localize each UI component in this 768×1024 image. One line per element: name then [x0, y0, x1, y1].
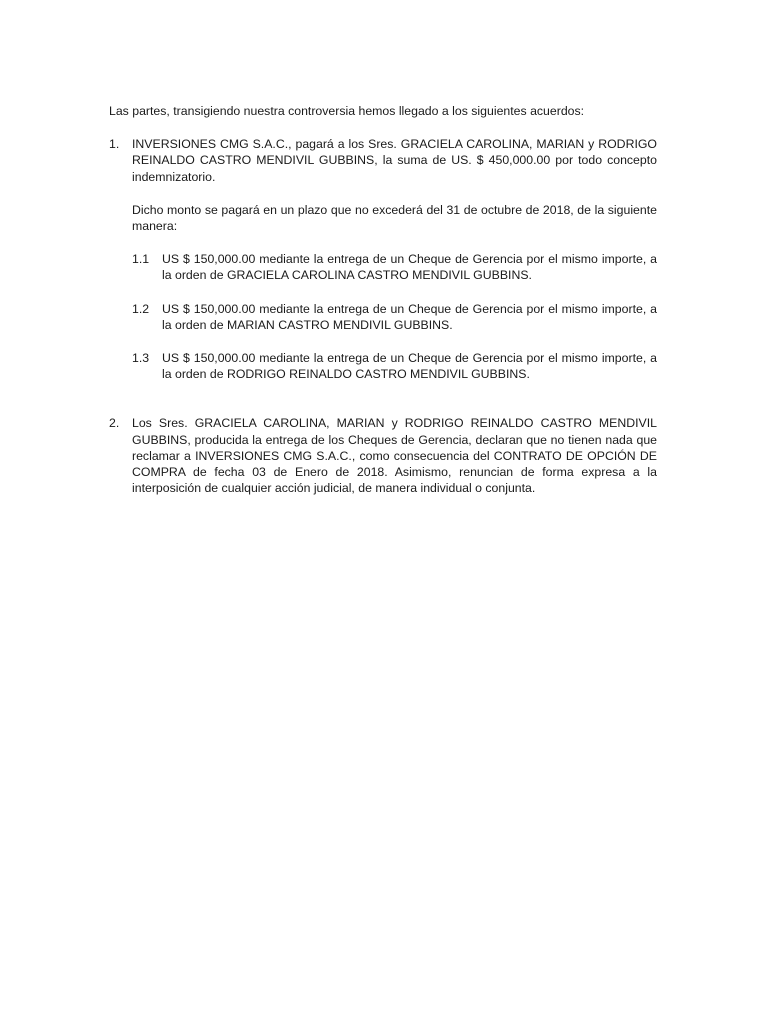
subitem-text: US $ 150,000.00 mediante la entrega de un Cheque de Gerencia por el mismo importe, a la orden de GRACIELA CAROLINA CASTRO MENDIVIL GUBBINS.: [162, 252, 657, 283]
agreement-item-2: [109, 415, 657, 496]
subitem-number: 1.2: [132, 301, 150, 316]
item-number: 1.: [109, 137, 120, 152]
agreement-item-1: [109, 136, 657, 382]
subitem-text: US $ 150,000.00 mediante la entrega de un Cheque de Gerencia por el mismo importe, a la orden de RODRIGO REINALDO CASTRO MENDIVIL GUBBINS.: [162, 351, 657, 382]
subitem-number: 1.3: [132, 351, 150, 366]
subitem-1-3: [132, 350, 657, 382]
subitem-number: 1.1: [132, 252, 150, 267]
item-payment-terms: Dicho monto se pagará en un plazo que no excederá del 31 de octubre de 2018, de la siguiente manera:: [132, 202, 657, 234]
item-number: 2.: [109, 416, 120, 431]
item-text: INVERSIONES CMG S.A.C., pagará a los Sres. GRACIELA CAROLINA, MARIAN y RODRIGO REINALDO CASTRO MENDIVIL GUBBINS, la suma de US. $ 450,000.00 por todo concepto indemnizatorio.: [132, 137, 657, 184]
intro-paragraph: Las partes, transigiendo nuestra controversia hemos llegado a los siguientes acuerdos:: [109, 104, 585, 118]
document-page: [109, 103, 657, 496]
subitem-1-1: [132, 251, 657, 283]
item-text: Los Sres. GRACIELA CAROLINA, MARIAN y RODRIGO REINALDO CASTRO MENDIVIL GUBBINS, producida la entrega de los Cheques de Gerencia, declaran que no tienen nada que reclamar a INVERSIONES CMG S.A.C., como consecuencia del CONTRATO DE OPCIÓN DE COMPRA de fecha 03 de Enero de 2018. Asimismo, renuncian de forma expresa a la interposición de cualquier acción judicial, de manera individual o conjunta.: [132, 416, 657, 496]
subitem-1-2: [132, 301, 657, 333]
subitem-text: US $ 150,000.00 mediante la entrega de un Cheque de Gerencia por el mismo importe, a la orden de MARIAN CASTRO MENDIVIL GUBBINS.: [162, 301, 657, 332]
